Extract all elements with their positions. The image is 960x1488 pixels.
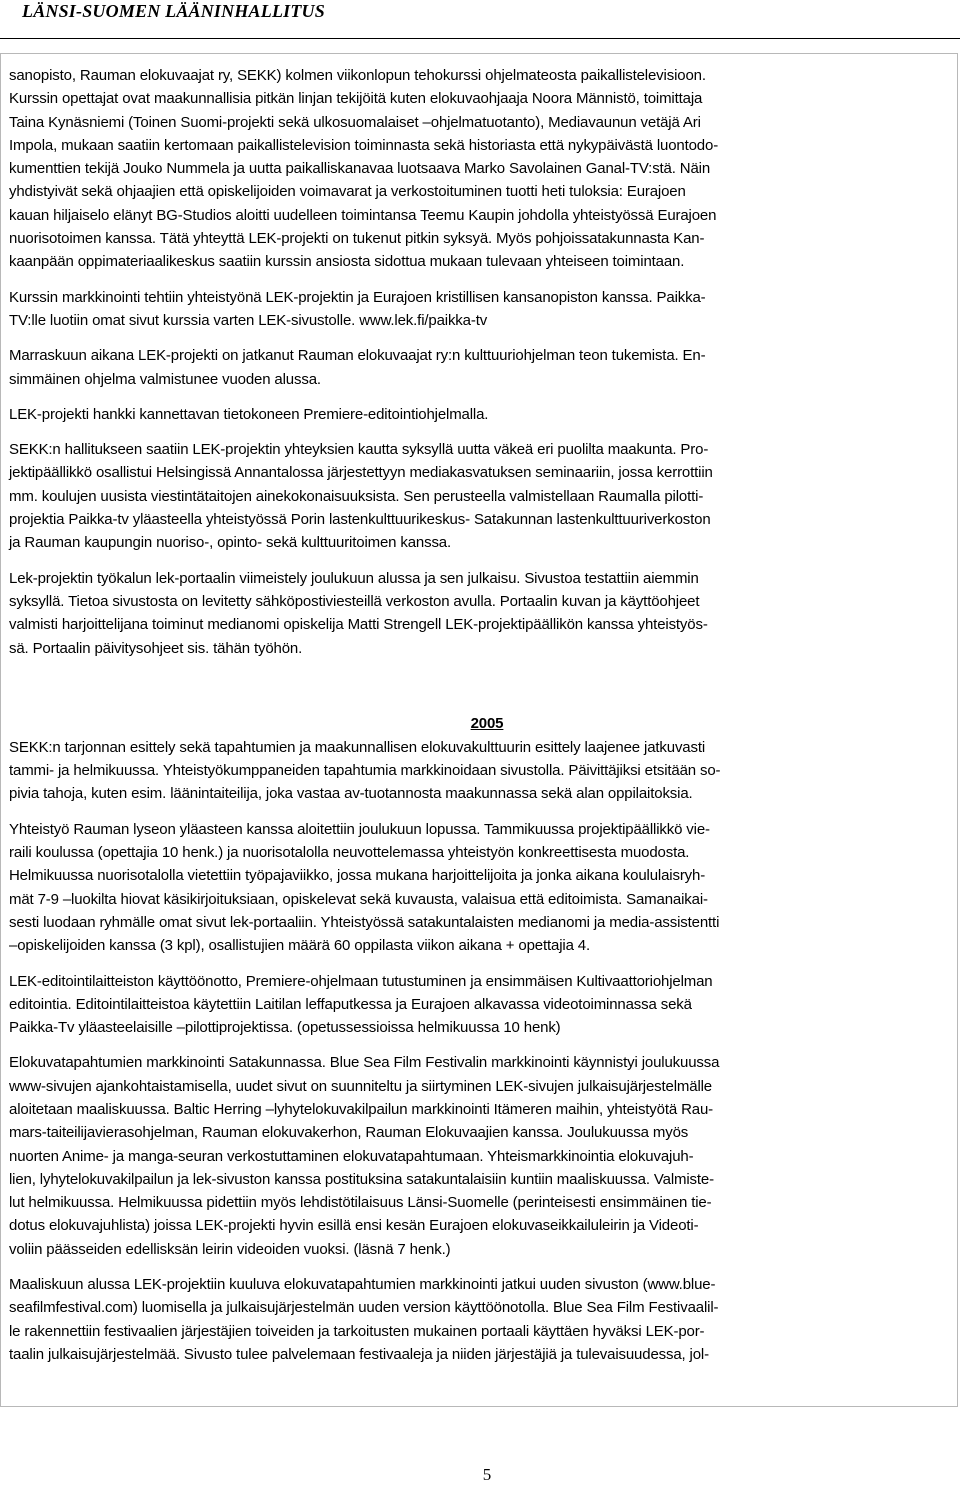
text-line: Yhteistyö Rauman lyseon yläasteen kanssa aloitettiin joulukuun lopussa. Tammikuussa projektipäällikkö vie- [9,820,710,838]
text-line: projektia Paikka-tv yläasteella yhteistyössä Porin lastenkulttuurikeskus- Satakunnan lastenkulttuuriverkoston [9,511,711,529]
text-line: dotus elokuvajuhlista) joissa LEK-projekti hyvin esillä ensi kesän Eurajoen elokuvaseikkailuleirin ja Videoti- [9,1217,699,1235]
text-line: lien, lyhytelokuvakilpailun ja lek-sivuston kanssa postituksina satakuntalaisiin kuntiin maaliskuussa. Valmiste- [9,1170,714,1188]
text-line: TV:lle luotiin omat sivut kurssia varten LEK-sivustolle. www.lek.fi/paikka-tv [9,311,488,329]
document-body [9,64,953,1366]
text-line: Kurssin markkinointi tehtiin yhteistyönä LEK-projektin ja Eurajoen kristillisen kansanopiston kanssa. Paikka- [9,288,706,306]
text-line: voliin päässeiden edellisksän leirin videoiden vuoksi. (läsnä 7 henk.) [9,1240,451,1258]
text-line: Impola, mukaan saatiin kertomaan paikallistelevision toiminnasta sekä historiasta että nykypäivästä luontodo- [9,136,719,154]
text-line: sesti luodaan ryhmälle omat sivut lek-portaaliin. Yhteistyössä satakuntalaisten medianomi ja media-assistentti [9,913,720,931]
paragraph [9,1273,953,1366]
text-line: www-sivujen ajankohtaistamisella, uudet sivut on suunniteltu ja siirtyminen LEK-sivujen julkaisujärjestelmälle [9,1077,713,1095]
text-line: mars-taiteilijavierasohjelman, Rauman elokuvakerhon, Rauman Elokuvaajien kanssa. Joulukuussa myös [9,1124,689,1142]
text-line: raili koulussa (opettajia 10 henk.) ja nuorisotalolla neuvottelemassa yhteistyön konkreettisesta muodosta. [9,844,690,862]
header-divider [0,38,960,39]
text-line: editointia. Editointilaitteistoa käytettiin Laitilan leffaputkessa ja Eurajoen alkavassa videotoiminnassa sekä [9,995,692,1013]
text-line: Taina Kynäsniemi (Toinen Suomi-projekti sekä ulkosuomalaiset –ohjelmatuotanto), Mediavaunun vetäjä Ari [9,113,701,131]
text-line: kauan hiljaiselo elänyt BG-Studios aloitti uudelleen toimintansa Teemu Kaupin johdolla yhteistyössä Eurajoen [9,206,717,224]
paragraph [9,64,953,274]
paragraph [9,818,953,958]
text-line: Marraskuun aikana LEK-projekti on jatkanut Rauman elokuvaajat ry:n kulttuuriohjelman teon tukemista. En- [9,347,706,365]
page-number: 5 [482,1465,492,1484]
text-line: kaanpään oppimateriaalikeskus saatiin kurssin ansiosta sidottua mukaan tulevaan yhteiseen toimintaan. [9,253,685,271]
paragraph [9,438,953,554]
paragraph [9,736,953,806]
text-line: pivia tahoja, kuten esim. läänintaiteilija, joka vastaa av-tuotannosta maakunnassa sekä alan oppilaitoksia. [9,785,693,803]
paragraph [9,970,953,1040]
text-line: aloitetaan maaliskuussa. Baltic Herring –lyhytelokuvakilpailun markkinointi Itämeren maihin, yhteistyötä Rau- [9,1100,713,1118]
text-line: simmäinen ohjelma valmistunee vuoden alussa. [9,370,321,388]
paragraph [9,403,953,426]
year-heading: 2005 [470,714,504,732]
text-line: SEKK:n hallitukseen saatiin LEK-projektin yhteyksien kautta syksyllä uutta väkeä eri puolilta maakunta. Pro- [9,441,709,459]
text-line: taalin julkaisujärjestelmää. Sivusto tulee palvelemaan festivaaleja ja niiden järjestäjiä ja tulevaisuudessa, jol- [9,1345,709,1363]
text-line: mm. koulujen uusista viestintätaitojen ainekokonaisuuksista. Sen perusteella valmistellaan Raumalla pilotti- [9,487,704,505]
text-line: ja Rauman kaupungin nuoriso-, opinto- sekä kulttuuritoimen kanssa. [9,534,452,552]
paragraph [9,344,953,391]
text-line: Elokuvatapahtumien markkinointi Satakunnassa. Blue Sea Film Festivalin markkinointi käynnistyi joulukuussa [9,1054,720,1072]
text-line: jektipäällikkö osallistui Helsingissä Annantalossa järjestettyyn mediakasvatuksen seminaariin, jossa kerrottiin [9,464,713,482]
text-line: valmisti harjoittelijana toiminut medianomi opiskelija Matti Strengell LEK-projektipäällikön kanssa yhteistyös- [9,616,708,634]
text-line: LEK-projekti hankki kannettavan tietokoneen Premiere-editointiohjelmalla. [9,405,489,423]
paragraph [9,1051,953,1261]
text-line: sanopisto, Rauman elokuvaajat ry, SEKK) kolmen viikonlopun tehokurssi ohjelmateosta paikallistelevisioon. [9,67,706,84]
text-line: SEKK:n tarjonnan esittely sekä tapahtumien ja maakunnallisen elokuvakulttuurin esittely laajenee jatkuvasti [9,738,706,756]
text-line: tammi- ja helmikuussa. Yhteistyökumppaneiden tapahtumia markkinoidaan sivustolla. Päivittäjiksi etsitään so- [9,762,721,780]
text-line: Paikka-Tv yläasteelaisille –pilottiprojektissa. (opetussessioissa helmikuussa 10 henk) [9,1019,561,1037]
text-line: nuorisotoimen kanssa. Tätä yhteyttä LEK-projekti on tukenut pitkin syksyä. Myös pohjoissatakunnasta Kan- [9,230,705,248]
paragraph [9,286,953,333]
text-line: Kurssin opettajat ovat maakunnallisia pitkän linjan tekijöitä kuten elokuvaohjaaja Noora Männistö, toimittaja [9,90,703,108]
text-line: Lek-projektin työkalun lek-portaalin viimeistely joulukuun alussa ja sen julkaisu. Sivustoa testattiin aiemmin [9,569,699,587]
text-line: Helmikuussa nuorisotalolla vietettiin työpajaviikko, jossa mukana harjoittelijoita ja jonka aikana koululaisryh- [9,867,706,885]
text-line: nuorten Anime- ja manga-seuran verkostuttaminen elokuvatapahtumaan. Yhteismarkkinointia elokuvajuh- [9,1147,694,1165]
text-line: kumenttien tekijä Jouko Nummela ja uutta paikalliskanavaa luotsaava Marko Savolainen Ganal-TV:stä. Näin [9,160,711,178]
document-header-title: LÄNSI-SUOMEN LÄÄNINHALLITUS [22,1,325,21]
text-line: sä. Portaalin päivitysohjeet sis. tähän työhön. [9,639,303,657]
text-line: yhdistyivät sekä ohjaajien että opiskelijoiden voimavarat ja verkostoituminen tuotti heti tuloksia: Eurajoen [9,183,686,201]
text-line: le rakennettiin festivaalien järjestäjien toiveiden ja tarkoitusten mukainen portaali käyttäen hyväksi LEK-por- [9,1322,705,1340]
paragraph [9,567,953,660]
text-line: syksyllä. Tietoa sivustosta on levitetty sähköpostiviesteillä verkoston avulla. Portaalin kuvan ja käyttöohjeet [9,592,700,610]
text-line: mät 7-9 –luokilta hiovat käsikirjoituksiaan, opiskelevat sekä kuvausta, valaisua että editoimista. Samanaikai- [9,890,708,908]
text-line: –opiskelijoiden kanssa (3 kpl), osallistujien määrä 60 oppilasta viikon aikana + opettajia 4. [9,937,590,955]
text-line: lut helmikuussa. Helmikuussa pidettiin myös lehdistötilaisuus Länsi-Suomelle (perinteisesti ensimmäinen tie- [9,1194,712,1212]
text-line: seafilmfestival.com) luomisella ja julkaisujärjestelmän uuden version käyttöönotolla. Blue Sea Film Festivaalil- [9,1299,719,1317]
text-line: LEK-editointilaitteiston käyttöönotto, Premiere-ohjelmaan tutustuminen ja ensimmäisen Kultivaattoriohjelman [9,972,713,990]
text-line: Maaliskuun alussa LEK-projektiin kuuluva elokuvatapahtumien markkinointi jatkui uuden sivuston (www.blue- [9,1276,716,1294]
